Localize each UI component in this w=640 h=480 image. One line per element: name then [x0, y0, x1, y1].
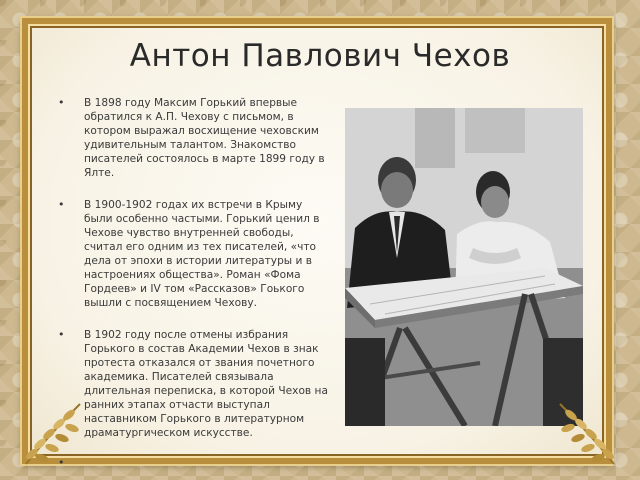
- chekhov-gorky-photo: [345, 108, 583, 426]
- laurel-branch-icon: [18, 396, 88, 468]
- bullet-list: [58, 96, 330, 470]
- photo-illustration: [345, 108, 583, 426]
- slide-title: Антон Павлович Чехов: [129, 38, 511, 74]
- bullet-item: • В 1898 году Максим Горький впервые обратился к А.П. Чехову с письмом, в котором выражал восхищение чеховским удивительным талантом. Знакомство писателей состоялось в марте 1899 году в Ялте.: [58, 96, 330, 180]
- bullet-item: • В 1902 году после отмены избрания Горького в состав Академии Чехов в знак протеста отказался от звания почетного академика. Писателей связывала длительная переписка, в которой Чехов на ранних этапах отчасти выступал наставником Горького в литературном драматургическом искусстве.: [58, 328, 330, 440]
- bullet-item-empty: [58, 456, 330, 470]
- bullet-item: • В 1900-1902 годах их встречи в Крыму были особенно частыми. Горький ценил в Чехове чувство внутренней свободы, считал его одним из тех писателей, «что дела от эпохи в истории литературы и в настроениях общества». Роман «Фома Гордеев» и IV том «Рассказов» Гоького вышли с посвящением Чехову.: [58, 198, 330, 310]
- laurel-branch-icon: [552, 396, 622, 468]
